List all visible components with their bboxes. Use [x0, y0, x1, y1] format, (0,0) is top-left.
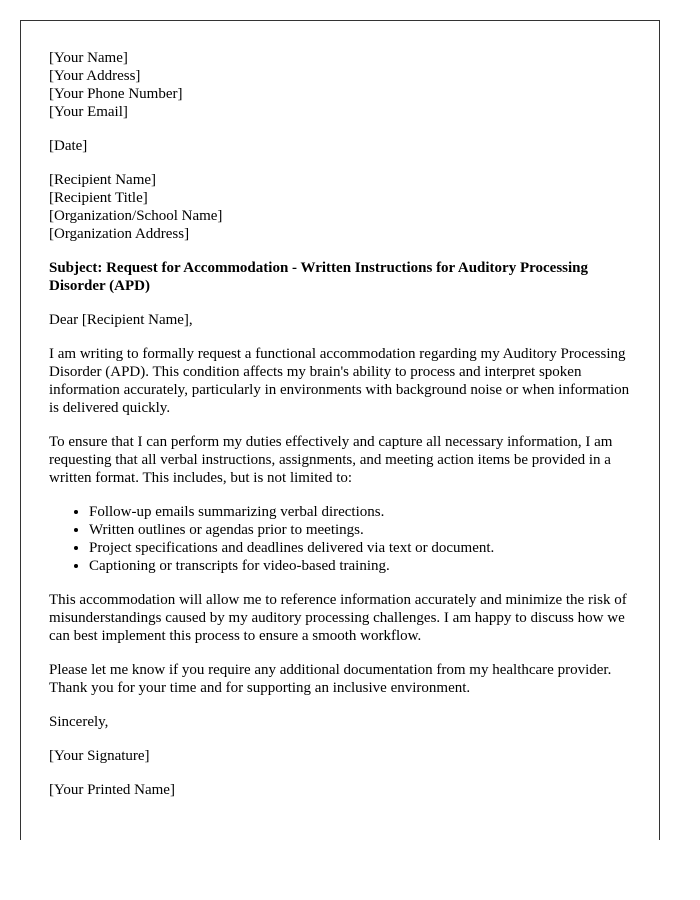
sender-address: [Your Address] [49, 68, 141, 84]
accommodation-list [49, 503, 639, 575]
recipient-block [49, 171, 639, 243]
signature-placeholder: [Your Signature] [49, 748, 150, 764]
sender-email: [Your Email] [49, 104, 128, 120]
subject-line: Subject: Request for Accommodation - Written Instructions for Auditory Processing Disorder (APD) [49, 260, 589, 294]
letter-date: [Date] [49, 138, 88, 154]
printed-name: [Your Printed Name] [49, 782, 175, 798]
list-item: • Follow-up emails summarizing verbal directions. [89, 503, 639, 521]
recipient-address: [Organization Address] [49, 226, 190, 242]
list-item: • Written outlines or agendas prior to meetings. [89, 521, 639, 539]
body-paragraph: To ensure that I can perform my duties effectively and capture all necessary information, I am requesting that all verbal instructions, assignments, and meeting action items be provided in a written format. This includes, but is not limited to: [49, 434, 613, 486]
recipient-name: [Recipient Name] [49, 172, 157, 188]
recipient-organization: [Organization/School Name] [49, 208, 223, 224]
letter-page [20, 20, 660, 840]
closing-paragraph: Please let me know if you require any additional documentation from my healthcare provider. Thank you for your time and for supporting an inclusive environment. [49, 662, 612, 696]
sender-block [49, 49, 639, 121]
salutation: Dear [Recipient Name], [49, 312, 193, 328]
sender-name: [Your Name] [49, 50, 128, 66]
recipient-title: [Recipient Title] [49, 190, 148, 206]
sender-phone: [Your Phone Number] [49, 86, 183, 102]
closing-paragraph: This accommodation will allow me to reference information accurately and minimize the risk of misunderstandings caused by my auditory processing challenges. I am happy to discuss how we can best implement this process to ensure a smooth workflow. [49, 592, 627, 644]
list-item: • Project specifications and deadlines delivered via text or document. [89, 539, 639, 557]
body-paragraph: I am writing to formally request a functional accommodation regarding my Auditory Processing Disorder (APD). This condition affects my brain's ability to process and interpret spoken information accurately, particularly in environments with background noise or when information is delivered quickly. [49, 346, 630, 416]
letter-content [49, 49, 639, 815]
list-item: • Captioning or transcripts for video-based training. [89, 557, 639, 575]
signoff: Sincerely, [49, 714, 109, 730]
